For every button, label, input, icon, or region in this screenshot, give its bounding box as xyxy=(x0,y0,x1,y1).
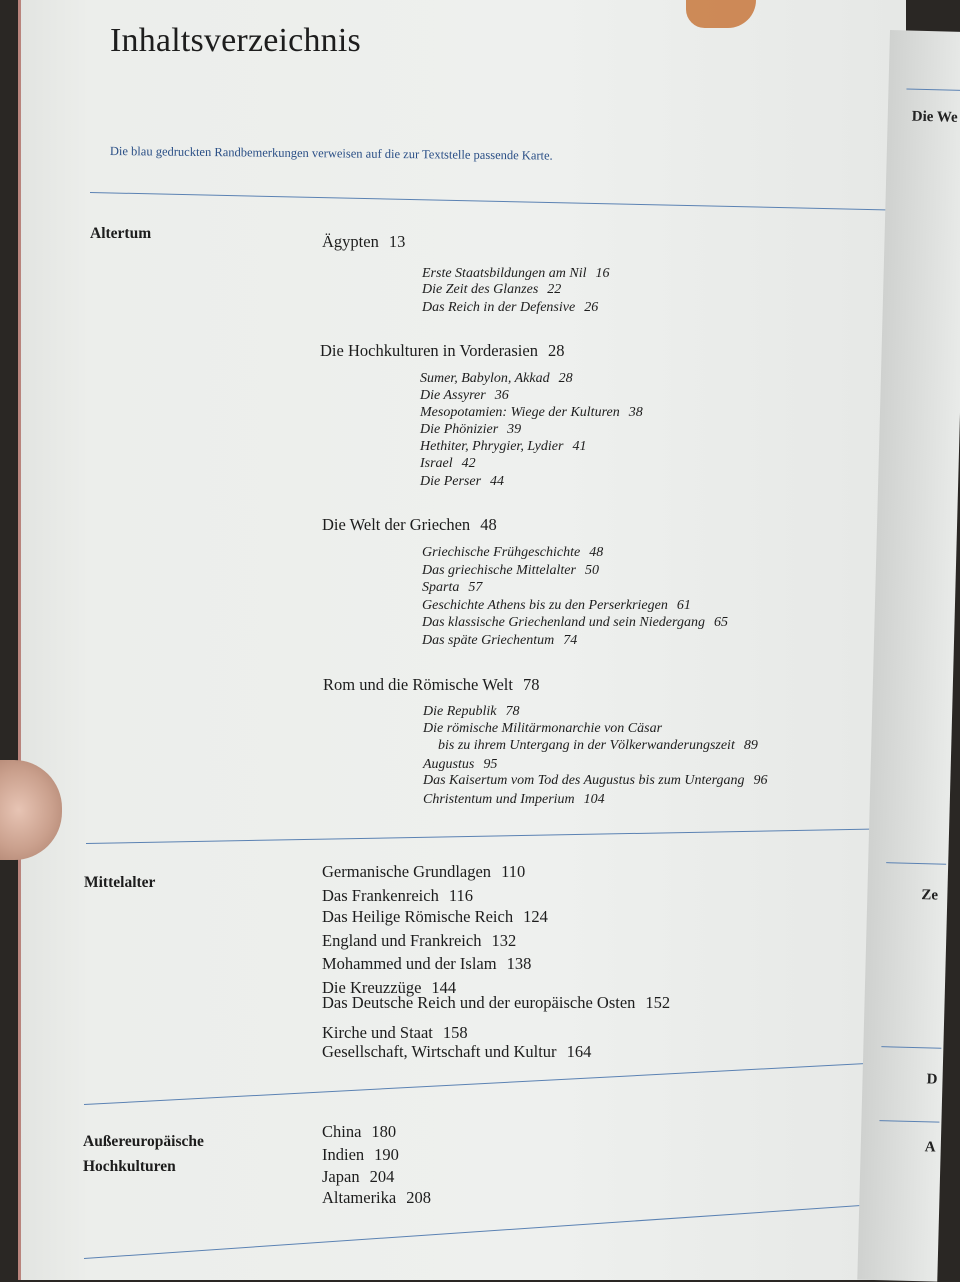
subchapter-entry xyxy=(420,388,509,404)
page-number: 48 xyxy=(589,545,604,560)
chapter-entry xyxy=(322,886,473,906)
adjacent-page-heading: Die We xyxy=(911,108,958,126)
page-number: 138 xyxy=(506,954,532,973)
section-divider xyxy=(886,862,946,865)
section-label-line: Außereuropäische xyxy=(83,1133,204,1150)
page-number: 13 xyxy=(388,232,406,251)
subchapter-entry xyxy=(420,474,504,490)
subchapter-title: Israel xyxy=(420,456,453,471)
chapter-entry xyxy=(322,1042,591,1062)
chapter-entry xyxy=(320,341,564,361)
chapter-title: Gesellschaft, Wirtschaft und Kultur xyxy=(322,1042,557,1061)
chapter-entry xyxy=(322,993,670,1013)
page-number: 144 xyxy=(431,978,457,997)
subchapter-title: bis zu ihrem Untergang in der Völkerwanderungszeit xyxy=(438,738,735,753)
subchapter-title: Das Reich in der Defensive xyxy=(422,300,576,315)
page-number: 16 xyxy=(595,266,610,281)
subchapter-entry xyxy=(420,371,573,387)
subchapter-title: Griechische Frühgeschichte xyxy=(422,545,581,560)
chapter-title: Indien xyxy=(322,1145,365,1164)
chapter-title: Germanische Grundlagen xyxy=(322,862,492,881)
page-number: 95 xyxy=(483,757,498,772)
subchapter-entry xyxy=(422,563,599,579)
page-number: 104 xyxy=(583,792,605,807)
chapter-entry xyxy=(322,1145,399,1165)
page-number: 124 xyxy=(523,907,548,926)
page-number: 96 xyxy=(753,773,768,788)
subchapter-entry xyxy=(420,405,643,421)
chapter-title: England und Frankreich xyxy=(322,931,482,950)
chapter-title: Japan xyxy=(322,1167,360,1186)
subchapter-entry xyxy=(422,633,577,649)
page-number: 89 xyxy=(743,738,758,753)
page-number: 152 xyxy=(645,993,671,1012)
page-number: 41 xyxy=(572,439,587,454)
section-divider xyxy=(879,1120,939,1123)
subchapter-title: Das Kaisertum vom Tod des Augustus bis zum Untergang xyxy=(423,773,745,788)
page-number: 190 xyxy=(374,1145,399,1164)
chapter-title: Die Welt der Griechen xyxy=(322,515,471,534)
subchapter-entry xyxy=(423,721,662,737)
subchapter-entry xyxy=(422,598,691,614)
subchapter-entry xyxy=(423,704,519,720)
map-note: Die blau gedruckten Randbemerkungen verweisen auf die zur Textstelle passende Karte. xyxy=(109,144,553,163)
subchapter-entry xyxy=(422,580,482,596)
page-number: 180 xyxy=(371,1122,397,1141)
subchapter-title: Die römische Militärmonarchie von Cäsar xyxy=(423,721,663,736)
chapter-title: China xyxy=(322,1122,362,1141)
background-object xyxy=(686,0,756,28)
chapter-title: Altamerika xyxy=(322,1188,397,1207)
chapter-title: Das Frankenreich xyxy=(322,886,439,905)
subchapter-entry xyxy=(420,422,521,438)
chapter-entry xyxy=(323,675,539,695)
page-number: 50 xyxy=(584,563,599,578)
chapter-title: Ägypten xyxy=(322,232,379,251)
section-divider xyxy=(881,1046,941,1049)
page-number: 26 xyxy=(584,300,599,315)
subchapter-entry xyxy=(422,615,728,631)
subchapter-title: Die Zeit des Glanzes xyxy=(422,282,539,297)
chapter-entry xyxy=(322,515,497,535)
subchapter-title: Das späte Griechentum xyxy=(422,633,555,648)
chapter-entry xyxy=(322,1122,396,1142)
subchapter-title: Das griechische Mittelalter xyxy=(422,563,576,578)
page-number: 132 xyxy=(491,931,517,950)
page-number: 36 xyxy=(494,388,509,403)
page-number: 22 xyxy=(547,282,562,297)
chapter-entry xyxy=(322,907,548,927)
subchapter-title: Die Republik xyxy=(423,704,497,719)
subchapter-entry xyxy=(422,282,561,298)
subchapter-entry xyxy=(423,757,497,773)
chapter-title: Das Heilige Römische Reich xyxy=(322,907,514,926)
subchapter-title: Sparta xyxy=(422,580,460,595)
subchapter-title: Das klassische Griechenland und sein Niedergang xyxy=(422,615,705,630)
subchapter-entry xyxy=(422,266,610,282)
subchapter-title: Erste Staatsbildungen am Nil xyxy=(422,266,587,281)
section-divider xyxy=(84,1060,906,1105)
subchapter-entry xyxy=(423,792,605,808)
page-number: 78 xyxy=(505,704,520,719)
chapter-entry xyxy=(322,1188,431,1208)
chapter-title: Rom und die Römische Welt xyxy=(323,675,513,694)
subchapter-entry xyxy=(422,545,603,561)
subchapter-entry xyxy=(420,439,586,455)
section-label-mittelalter: Mittelalter xyxy=(84,874,156,891)
page-number: 48 xyxy=(480,515,497,534)
adjacent-page-heading: D xyxy=(926,1071,938,1088)
subchapter-entry xyxy=(423,773,768,789)
subchapter-entry xyxy=(422,300,598,316)
page-title: Inhaltsverzeichnis xyxy=(110,22,361,59)
page-number: 78 xyxy=(522,675,540,694)
chapter-title: Mohammed und der Islam xyxy=(322,954,497,973)
page-number: 208 xyxy=(406,1188,431,1207)
section-label-line: Hochkulturen xyxy=(83,1158,176,1175)
chapter-entry xyxy=(322,232,405,252)
adjacent-page-heading: Ze xyxy=(921,887,939,904)
chapter-title: Die Kreuzzüge xyxy=(322,978,422,997)
page-number: 42 xyxy=(461,456,476,471)
section-label-aussereuropaeische-hochkulturen xyxy=(83,1129,204,1179)
page-number: 164 xyxy=(566,1042,592,1061)
page-number: 158 xyxy=(442,1023,468,1042)
subchapter-title: Mesopotamien: Wiege der Kulturen xyxy=(420,405,620,420)
page-number: 39 xyxy=(507,422,522,437)
subchapter-entry xyxy=(438,738,758,754)
section-divider xyxy=(906,88,960,91)
book-page xyxy=(18,0,906,1280)
chapter-title: Kirche und Staat xyxy=(322,1023,433,1042)
subchapter-title: Augustus xyxy=(423,757,475,772)
subchapter-title: Sumer, Babylon, Akkad xyxy=(420,371,550,386)
page-number: 38 xyxy=(628,405,643,420)
chapter-title: Das Deutsche Reich und der europäische Osten xyxy=(322,993,636,1012)
section-divider xyxy=(86,828,906,844)
subchapter-entry xyxy=(420,456,476,472)
subchapter-title: Die Phönizier xyxy=(420,422,499,437)
page-number: 57 xyxy=(468,580,483,595)
chapter-title: Die Hochkulturen in Vorderasien xyxy=(320,341,538,360)
section-divider xyxy=(90,192,900,211)
chapter-entry xyxy=(322,954,531,974)
adjacent-page-heading: A xyxy=(924,1139,936,1156)
chapter-entry xyxy=(322,931,516,951)
section-divider xyxy=(84,1201,906,1259)
subchapter-title: Hethiter, Phrygier, Lydier xyxy=(420,439,564,454)
page-number: 61 xyxy=(676,598,691,613)
subchapter-title: Die Assyrer xyxy=(420,388,486,403)
page-number: 204 xyxy=(369,1167,395,1186)
section-label-altertum: Altertum xyxy=(90,225,152,242)
page-number: 74 xyxy=(563,633,578,648)
page-number: 44 xyxy=(490,474,505,489)
page-number: 116 xyxy=(448,886,473,905)
chapter-entry xyxy=(322,862,525,882)
subchapter-title: Geschichte Athens bis zu den Perserkriegen xyxy=(422,598,668,613)
page-number: 65 xyxy=(713,615,728,630)
chapter-entry xyxy=(322,1167,394,1187)
subchapter-title: Christentum und Imperium xyxy=(423,792,575,807)
page-number: 28 xyxy=(558,371,573,386)
page-number: 110 xyxy=(501,862,526,881)
chapter-entry xyxy=(322,1023,468,1043)
page-number: 28 xyxy=(547,341,565,360)
subchapter-title: Die Perser xyxy=(420,474,482,489)
